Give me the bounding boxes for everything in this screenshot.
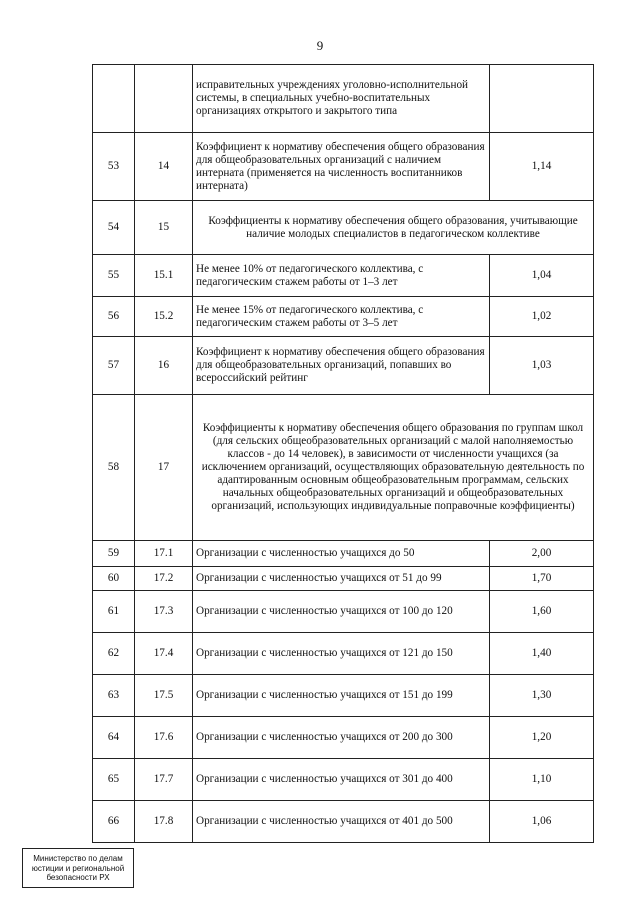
table-row xyxy=(93,591,594,633)
row-number-cell: 54 xyxy=(93,201,135,255)
row-description-cell: Организации с численностью учащихся от 200 до 300 xyxy=(193,717,490,759)
row-coefficient-cell: 1,10 xyxy=(490,759,594,801)
row-description-cell: исправительных учреждениях уголовно-исполнительной системы, в специальных учебно-воспитательных организациях открытого и закрытого типа xyxy=(193,65,490,133)
row-code-cell: 17.5 xyxy=(135,675,193,717)
table-row xyxy=(93,675,594,717)
table-row xyxy=(93,133,594,201)
row-description-cell: Организации с численностью учащихся от 301 до 400 xyxy=(193,759,490,801)
row-code-cell: 17 xyxy=(135,395,193,541)
row-code-cell: 17.2 xyxy=(135,567,193,591)
row-number-cell: 65 xyxy=(93,759,135,801)
row-number-cell: 64 xyxy=(93,717,135,759)
row-code-cell: 17.4 xyxy=(135,633,193,675)
row-coefficient-cell: 1,60 xyxy=(490,591,594,633)
section-header-cell: Коэффициенты к нормативу обеспечения общего образования по группам школ (для сельских общеобразовательных организаций с малой наполняемостью классов - до 14 человек), в зависимости от численности учащихся (за исключением организаций, осуществляющих образовательную деятельность по адаптированным основным общеобразовательным программам, сельских начальных общеобразовательных организаций и общеобразовательных организаций, использующих индивидуальные поправочные коэффициенты) xyxy=(193,395,594,541)
row-coefficient-cell xyxy=(490,65,594,133)
row-number-cell: 58 xyxy=(93,395,135,541)
row-number-cell xyxy=(93,65,135,133)
row-description-cell: Организации с численностью учащихся от 100 до 120 xyxy=(193,591,490,633)
row-number-cell: 61 xyxy=(93,591,135,633)
stamp-line-1: Министерство по делам xyxy=(33,854,123,863)
row-code-cell: 16 xyxy=(135,337,193,395)
row-description-cell: Коэффициент к нормативу обеспечения общего образования для общеобразовательных организаций, попавших во всероссийский рейтинг xyxy=(193,337,490,395)
table-row xyxy=(93,717,594,759)
row-coefficient-cell: 1,02 xyxy=(490,297,594,337)
table-row xyxy=(93,201,594,255)
row-number-cell: 62 xyxy=(93,633,135,675)
row-number-cell: 53 xyxy=(93,133,135,201)
row-coefficient-cell: 1,40 xyxy=(490,633,594,675)
row-number-cell: 57 xyxy=(93,337,135,395)
row-description-cell: Организации с численностью учащихся от 401 до 500 xyxy=(193,801,490,843)
row-coefficient-cell: 1,04 xyxy=(490,255,594,297)
row-code-cell: 17.7 xyxy=(135,759,193,801)
row-number-cell: 60 xyxy=(93,567,135,591)
row-coefficient-cell: 1,30 xyxy=(490,675,594,717)
row-code-cell: 17.6 xyxy=(135,717,193,759)
table-row xyxy=(93,297,594,337)
row-code-cell: 15.2 xyxy=(135,297,193,337)
row-code-cell: 14 xyxy=(135,133,193,201)
row-coefficient-cell: 1,06 xyxy=(490,801,594,843)
page-number: 9 xyxy=(316,38,324,53)
table-row xyxy=(93,255,594,297)
row-coefficient-cell: 1,14 xyxy=(490,133,594,201)
row-number-cell: 59 xyxy=(93,541,135,567)
row-number-cell: 56 xyxy=(93,297,135,337)
stamp-line-3: безопасности РХ xyxy=(46,873,110,882)
table-row xyxy=(93,395,594,541)
ministry-stamp xyxy=(22,848,134,888)
table-row xyxy=(93,633,594,675)
table-row xyxy=(93,337,594,395)
row-description-cell: Коэффициент к нормативу обеспечения общего образования для общеобразовательных организаций с наличием интерната (применяется на численность воспитанников интерната) xyxy=(193,133,490,201)
row-code-cell: 17.3 xyxy=(135,591,193,633)
table-row xyxy=(93,801,594,843)
row-description-cell: Организации с численностью учащихся от 151 до 199 xyxy=(193,675,490,717)
row-description-cell: Не менее 10% от педагогического коллектива, с педагогическим стажем работы от 1–3 лет xyxy=(193,255,490,297)
row-description-cell: Организации с численностью учащихся до 50 xyxy=(193,541,490,567)
row-code-cell: 17.8 xyxy=(135,801,193,843)
row-code-cell: 15 xyxy=(135,201,193,255)
row-number-cell: 55 xyxy=(93,255,135,297)
table-row xyxy=(93,541,594,567)
section-header-cell: Коэффициенты к нормативу обеспечения общего образования, учитывающие наличие молодых специалистов в педагогическом коллективе xyxy=(193,201,594,255)
row-number-cell: 63 xyxy=(93,675,135,717)
row-coefficient-cell: 1,70 xyxy=(490,567,594,591)
stamp-line-2: юстиции и региональной xyxy=(31,863,125,873)
row-coefficient-cell: 1,20 xyxy=(490,717,594,759)
row-code-cell: 17.1 xyxy=(135,541,193,567)
row-description-cell: Организации с численностью учащихся от 121 до 150 xyxy=(193,633,490,675)
row-coefficient-cell: 1,03 xyxy=(490,337,594,395)
row-code-cell: 15.1 xyxy=(135,255,193,297)
row-number-cell: 66 xyxy=(93,801,135,843)
table-row xyxy=(93,759,594,801)
row-description-cell: Организации с численностью учащихся от 51 до 99 xyxy=(193,567,490,591)
table-row xyxy=(93,567,594,591)
row-description-cell: Не менее 15% от педагогического коллектива, с педагогическим стажем работы от 3–5 лет xyxy=(193,297,490,337)
row-code-cell xyxy=(135,65,193,133)
row-coefficient-cell: 2,00 xyxy=(490,541,594,567)
coefficients-table xyxy=(92,64,594,843)
table-row xyxy=(93,65,594,133)
